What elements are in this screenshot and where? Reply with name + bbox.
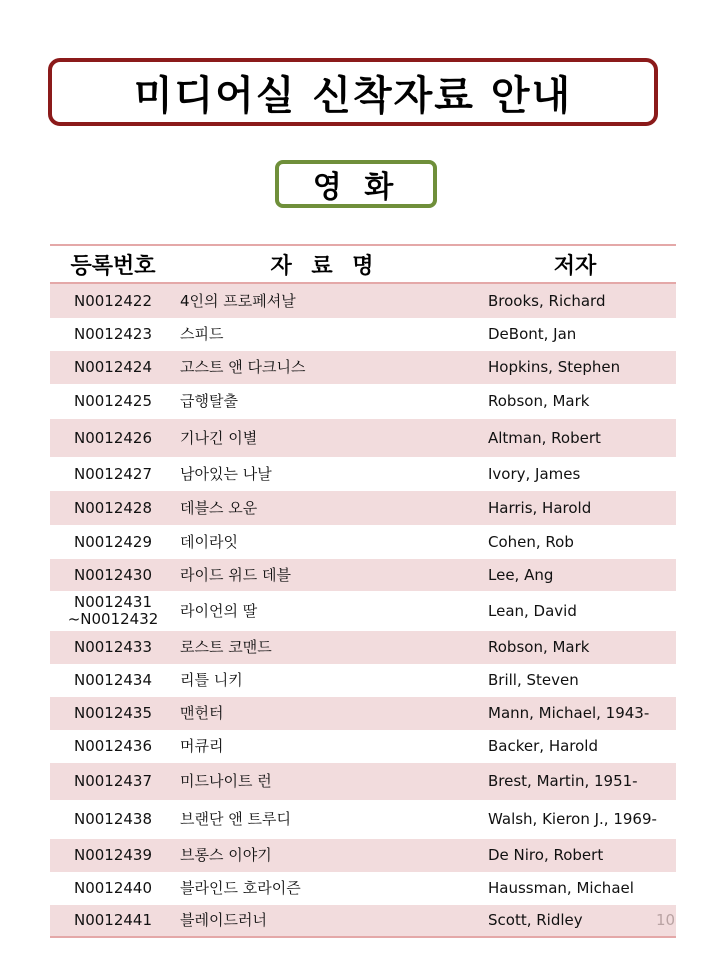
cell-author: Lee, Ang bbox=[488, 565, 554, 584]
cell-title: 브랜단 앤 트루디 bbox=[180, 810, 291, 828]
table-row bbox=[50, 318, 676, 351]
cell-registration-number: N0012424 bbox=[73, 358, 153, 376]
cell-registration-number: N0012429 bbox=[73, 532, 153, 551]
table-row bbox=[50, 284, 676, 318]
page-title: 미디어실 신착자료 안내 bbox=[133, 72, 573, 119]
cell-author: Lean, David bbox=[488, 601, 577, 620]
cell-author: Brooks, Richard bbox=[488, 291, 606, 310]
table-row bbox=[50, 730, 676, 763]
page-number: 10 bbox=[656, 911, 676, 929]
cell-registration-number: N0012427 bbox=[73, 464, 153, 483]
cell-author: Harris, Harold bbox=[488, 498, 592, 517]
table-row bbox=[50, 872, 676, 905]
cell-author: Scott, Ridley bbox=[488, 911, 583, 929]
cell-author: Ivory, James bbox=[488, 464, 581, 483]
cell-registration-number: N0012431 ~N0012432 bbox=[67, 593, 159, 628]
header-registration-number: 등록번호 bbox=[70, 253, 156, 279]
cell-registration-number: N0012439 bbox=[73, 846, 153, 864]
table-row bbox=[50, 351, 676, 384]
cell-registration-number: N0012434 bbox=[73, 671, 153, 689]
cell-author: Cohen, Rob bbox=[488, 532, 574, 551]
cell-title: 남아있는 나날 bbox=[180, 464, 272, 483]
cell-registration-number: N0012428 bbox=[73, 498, 153, 517]
table-row bbox=[50, 763, 676, 800]
table-row bbox=[50, 419, 676, 457]
cell-author: Brest, Martin, 1951- bbox=[488, 772, 638, 790]
cell-registration-number: N0012440 bbox=[73, 879, 153, 897]
cell-registration-number: N0012422 bbox=[73, 291, 153, 310]
table-row bbox=[50, 905, 676, 938]
cell-author: Walsh, Kieron J., 1969- bbox=[488, 810, 657, 828]
cell-title: 4인의 프로페셔날 bbox=[180, 291, 296, 310]
cell-author: Backer, Harold bbox=[488, 737, 598, 755]
cell-title: 라이드 위드 데블 bbox=[180, 565, 291, 584]
title-box bbox=[48, 58, 658, 126]
cell-title: 기나긴 이별 bbox=[180, 428, 258, 447]
cell-title: 리틀 니키 bbox=[180, 671, 243, 689]
cell-title: 스피드 bbox=[180, 325, 224, 343]
cell-registration-number: N0012441 bbox=[73, 911, 153, 929]
table-row bbox=[50, 559, 676, 591]
table-row bbox=[50, 800, 676, 839]
category-label: 영 화 bbox=[312, 170, 400, 205]
cell-title: 데블스 오운 bbox=[180, 498, 258, 517]
acquisitions-table bbox=[50, 244, 676, 938]
table-row bbox=[50, 631, 676, 664]
cell-registration-number: N0012433 bbox=[73, 638, 153, 656]
cell-author: Robson, Mark bbox=[488, 392, 590, 410]
category-box bbox=[275, 160, 437, 208]
table-row bbox=[50, 591, 676, 631]
cell-registration-number: N0012437 bbox=[73, 772, 153, 790]
table-row bbox=[50, 457, 676, 491]
table-row bbox=[50, 839, 676, 872]
cell-title: 로스트 코맨드 bbox=[180, 638, 272, 656]
cell-author: Altman, Robert bbox=[488, 428, 601, 447]
cell-registration-number: N0012423 bbox=[73, 325, 153, 343]
cell-title: 미드나이트 런 bbox=[180, 772, 272, 790]
table-header bbox=[50, 244, 676, 284]
cell-author: DeBont, Jan bbox=[488, 325, 577, 343]
header-title: 자 료 명 bbox=[270, 253, 380, 279]
table-row bbox=[50, 664, 676, 697]
header-author: 저자 bbox=[553, 253, 597, 279]
table-row bbox=[50, 525, 676, 559]
cell-author: Robson, Mark bbox=[488, 638, 590, 656]
cell-title: 블라인드 호라이즌 bbox=[180, 879, 301, 897]
cell-title: 브롱스 이야기 bbox=[180, 846, 272, 864]
table-body bbox=[50, 284, 676, 938]
cell-title: 데이라잇 bbox=[180, 532, 238, 551]
cell-author: De Niro, Robert bbox=[488, 846, 604, 864]
cell-registration-number: N0012438 bbox=[73, 810, 153, 828]
cell-title: 블레이드러너 bbox=[180, 911, 267, 929]
cell-registration-number: N0012430 bbox=[73, 565, 153, 584]
cell-author: Mann, Michael, 1943- bbox=[488, 704, 650, 722]
cell-author: Brill, Steven bbox=[488, 671, 579, 689]
cell-registration-number: N0012436 bbox=[73, 737, 153, 755]
cell-registration-number: N0012426 bbox=[73, 428, 153, 447]
cell-author: Hopkins, Stephen bbox=[488, 358, 621, 376]
cell-title: 급행탈출 bbox=[180, 392, 238, 410]
cell-author: Haussman, Michael bbox=[488, 879, 634, 897]
table-row bbox=[50, 384, 676, 419]
cell-registration-number: N0012435 bbox=[73, 704, 153, 722]
cell-title: 머큐리 bbox=[180, 737, 224, 755]
table-row bbox=[50, 697, 676, 730]
cell-title: 라이언의 딸 bbox=[180, 601, 258, 620]
cell-registration-number: N0012425 bbox=[73, 392, 153, 410]
table-row bbox=[50, 491, 676, 525]
cell-title: 맨헌터 bbox=[180, 704, 224, 722]
cell-title: 고스트 앤 다크니스 bbox=[180, 358, 306, 376]
